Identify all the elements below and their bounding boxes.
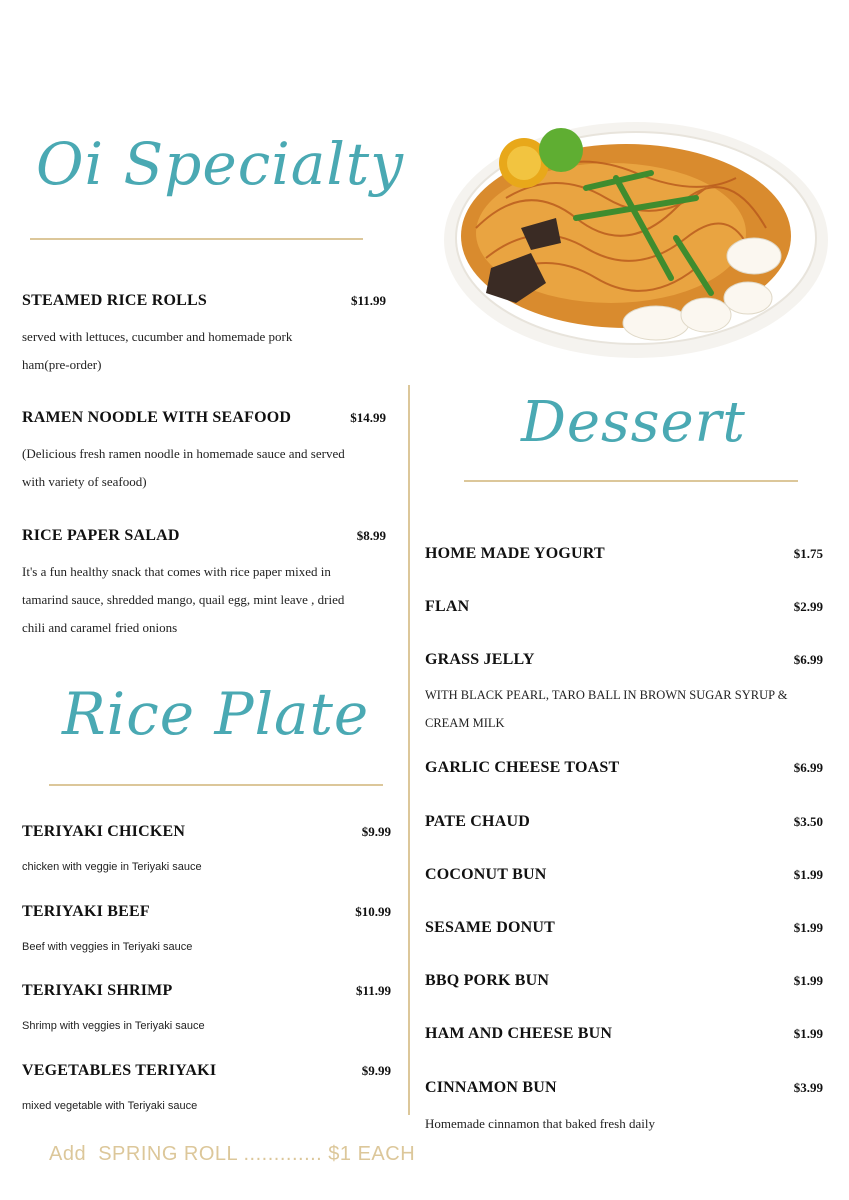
dessert-item-price: $1.99	[793, 920, 823, 935]
dessert-item-price: $3.99	[793, 1080, 823, 1095]
specialty-item-price: $8.99	[356, 528, 386, 543]
dessert-item-price: $1.99	[793, 1026, 823, 1041]
column-divider	[408, 385, 410, 1115]
dessert-divider	[464, 480, 798, 482]
dessert-item-name: CINNAMON BUN	[425, 1079, 557, 1096]
rice-plate-divider	[49, 784, 383, 786]
dessert-item-name: HAM AND CHEESE BUN	[425, 1025, 613, 1042]
rice-plate-item-name: TERIYAKI CHICKEN	[22, 823, 186, 840]
dessert-item-desc: Homemade cinnamon that baked fresh daily	[425, 1116, 655, 1131]
specialty-item-name: RICE PAPER SALAD	[22, 527, 180, 544]
rice-plate-item-name: TERIYAKI BEEF	[22, 903, 150, 920]
rice-plate-item-price: $10.99	[355, 904, 391, 919]
dessert-item-name: GRASS JELLY	[425, 651, 535, 668]
dessert-item-price: $6.99	[793, 652, 823, 667]
dessert-item-name: HOME MADE YOGURT	[425, 545, 605, 562]
rice-plate-item-price: $9.99	[361, 824, 391, 839]
noodle-dish-image	[436, 118, 832, 368]
dessert-item-price: $1.99	[793, 973, 823, 988]
specialty-item-price: $11.99	[350, 293, 386, 308]
dessert-item-name: FLAN	[425, 598, 470, 615]
rice-plate-item-desc: Beef with veggies in Teriyaki sauce	[22, 941, 193, 953]
specialty-title: Oi Specialty	[36, 130, 404, 198]
rice-plate-item-desc: mixed vegetable with Teriyaki sauce	[22, 1100, 198, 1112]
specialty-item-desc: It's a fun healthy snack that comes with rice paper mixed in tamarind sauce, shredded mango, quail egg, mint leave , dried chili and caramel fried onions	[22, 564, 345, 635]
rice-plate-item-price: $11.99	[355, 983, 391, 998]
dessert-title: Dessert	[521, 390, 746, 455]
rice-plate-item-price: $9.99	[361, 1063, 391, 1078]
dessert-item-name: SESAME DONUT	[425, 919, 555, 936]
rice-plate-item-name: VEGETABLES TERIYAKI	[22, 1062, 217, 1079]
dessert-item-name: PATE CHAUD	[425, 813, 530, 830]
dessert-item-desc: WITH BLACK PEARL, TARO BALL IN BROWN SUGAR SYRUP & CREAM MILK	[425, 688, 788, 730]
dessert-item-price: $1.75	[793, 546, 823, 561]
rice-plate-item-desc: Shrimp with veggies in Teriyaki sauce	[22, 1020, 205, 1032]
dessert-item-price: $1.99	[793, 867, 823, 882]
dessert-item-price: $6.99	[793, 760, 823, 775]
specialty-divider	[30, 238, 363, 240]
specialty-item-price: $14.99	[350, 410, 386, 425]
dessert-item-name: COCONUT BUN	[425, 866, 547, 883]
specialty-item-desc: served with lettuces, cucumber and homemade pork ham(pre-order)	[22, 329, 293, 372]
rice-plate-item-name: TERIYAKI SHRIMP	[22, 982, 173, 999]
rice-plate-title: Rice Plate	[62, 680, 370, 748]
specialty-item-desc: (Delicious fresh ramen noodle in homemade sauce and served with variety of seafood)	[22, 446, 345, 489]
spring-roll-addon: Add SPRING ROLL ............. $1 EACH	[49, 1143, 416, 1165]
dessert-item-name: GARLIC CHEESE TOAST	[425, 759, 620, 776]
dessert-item-name: BBQ PORK BUN	[425, 972, 550, 989]
specialty-item-name: RAMEN NOODLE WITH SEAFOOD	[22, 409, 292, 426]
specialty-item-name: STEAMED RICE ROLLS	[22, 292, 207, 309]
rice-plate-item-desc: chicken with veggie in Teriyaki sauce	[22, 861, 202, 873]
dessert-item-price: $2.99	[793, 599, 823, 614]
dessert-item-price: $3.50	[793, 814, 823, 829]
